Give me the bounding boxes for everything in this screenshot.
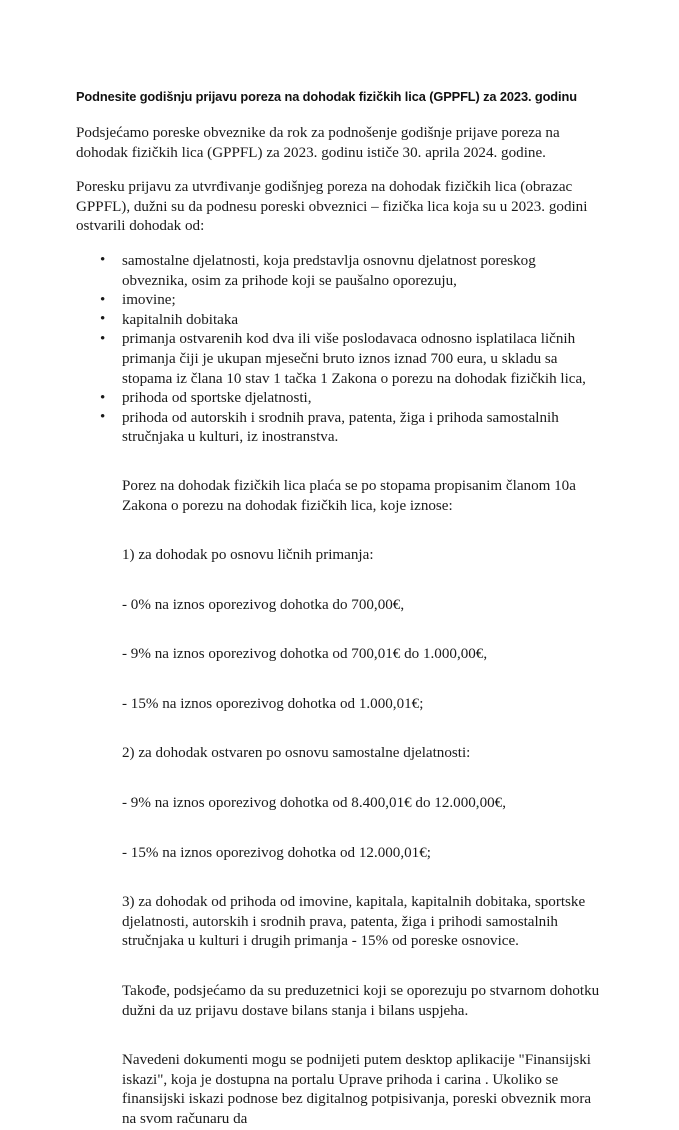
list-item: • prihoda od autorskih i srodnih prava, patenta, žiga i prihoda samostalnih stručnjaka u kulturi, iz inostranstva. <box>76 409 603 448</box>
list-item: • primanja ostvarenih kod dva ili više poslodavaca odnosno isplatilaca ličnih primanja čiji je ukupan mjesečni bruto iznos iznad 700 eura, u skladu sa stopama iz člana 10 stav 1 tačka 1 Zakona o porezu na dohodak fizičkih lica, <box>76 330 603 389</box>
tax-rates-section <box>122 477 603 1130</box>
page-title: Podnesite godišnju prijavu poreza na dohodak fizičkih lica (GPPFL) za 2023. godinu <box>76 89 577 104</box>
list-item: • prihoda od sportske djelatnosti, <box>76 389 603 409</box>
rate-group-1-item-2: - 9% na iznos oporezivog dohotka od 700,01€ do 1.000,00€, <box>122 646 488 663</box>
intro-paragraph-2: Poresku prijavu za utvrđivanje godišnjeg poreza na dohodak fizičkih lica (obrazac GPPFL), dužni su da podnesu poreski obveznici – fizička lica koja su u 2023. godini ostvarili dohodak od: <box>76 179 588 235</box>
rate-group-2-heading: 2) za dohodak ostvaren po osnovu samostalne djelatnosti: <box>122 745 471 762</box>
document-body <box>76 88 603 1130</box>
rate-group-1-item-1: - 0% na iznos oporezivog dohotka do 700,00€, <box>122 596 405 613</box>
list-item: • imovine; <box>76 291 603 311</box>
list-item: • kapitalnih dobitaka <box>76 311 603 331</box>
income-sources-list <box>76 252 603 448</box>
rates-intro-paragraph: Porez na dohodak fizičkih lica plaća se po stopama propisanim članom 10a Zakona o porezu na dohodak fizičkih lica, koje iznose: <box>122 477 576 514</box>
rate-group-3-paragraph: 3) za dohodak od prihoda od imovine, kapitala, kapitalnih dobitaka, sportske djelatnosti, autorskih i srodnih prava, patenta, žiga i prihodi samostalnih stručnjaka u kulturi i drugih primanja - 15% od poreske osnovice. <box>122 894 586 950</box>
intro-paragraph-1: Podsjećamo poreske obveznike da rok za podnošenje godišnje prijave poreza na dohodak fizičkih lica (GPPFL) za 2023. godinu ističe 30. aprila 2024. godine. <box>76 125 560 161</box>
list-item: • samostalne djelatnosti, koja predstavlja osnovnu djelatnost poreskog obveznika, osim za prihode koji se paušalno oporezuju, <box>76 252 603 291</box>
rate-group-1-heading: 1) za dohodak po osnovu ličnih primanja: <box>122 547 374 564</box>
rate-group-1-item-3: - 15% na iznos oporezivog dohotka od 1.000,01€; <box>122 695 424 712</box>
closing-paragraph-1: Takođe, podsjećamo da su preduzetnici koji se oporezuju po stvarnom dohotku dužni da uz prijavu dostave bilans stanja i bilans uspjeha. <box>122 983 600 1019</box>
rate-group-2-item-1: - 9% na iznos oporezivog dohotka od 8.400,01€ do 12.000,00€, <box>122 795 506 812</box>
closing-paragraph-2: Navedeni dokumenti mogu se podnijeti putem desktop aplikacije "Finansijski iskazi", koja je dostupna na portalu Uprave prihoda i carina . Ukoliko se finansijski iskazi podnose bez digitalnog potpisivanja, poreski obveznik mora na svom računaru da <box>122 1052 592 1127</box>
rate-group-2-item-2: - 15% na iznos oporezivog dohotka od 12.000,01€; <box>122 844 431 861</box>
